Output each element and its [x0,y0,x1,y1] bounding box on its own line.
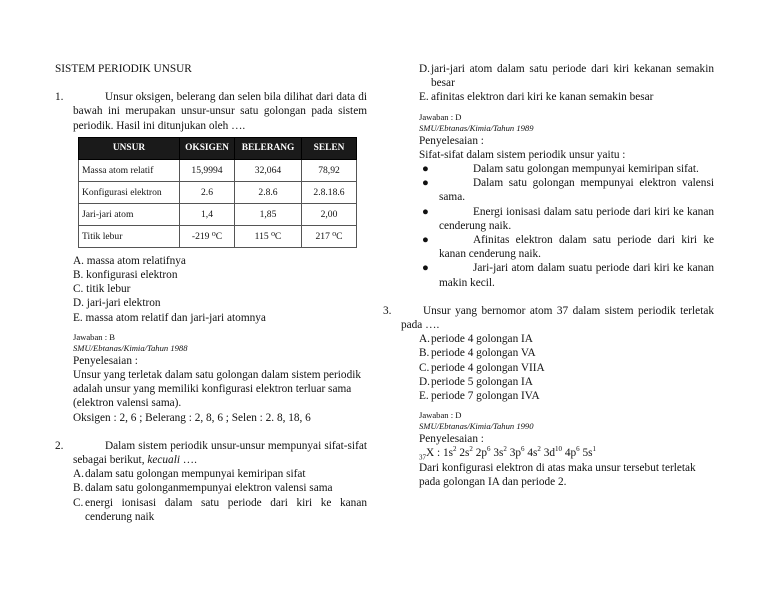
orbital-electrons: 6 [576,445,580,454]
answer-key: Jawaban : D [419,111,462,122]
option-letter: E. [419,390,429,403]
source-note: SMU/Ebtanas/Kimia/Tahun 1990 [419,421,534,432]
option-text: periode 5 golongan IA [431,375,533,388]
option-d: D. jari-jari elektron [73,297,161,310]
option-text: dalam satu golonganmempunyai elektron valensi sama [85,482,333,495]
orbital-term: 3p [509,447,521,460]
list-item-text: Jari-jari atom dalam suatu periode dari kiri ke kanan makin kecil. [439,262,714,289]
table-cell: Massa atom relatif [79,159,180,181]
table-cell: 2.8.6 [235,181,302,203]
option-b [419,346,714,360]
table-cell: 217 ⁰C [302,225,357,247]
option-a [419,332,714,346]
table-cell: 2.6 [180,181,235,203]
table-cell: 115 ⁰C [235,225,302,247]
table-cell: Jari-jari atom [79,203,180,225]
option-c [419,361,714,375]
list-item [419,205,714,233]
table-header: UNSUR [79,137,180,159]
right-column [383,62,714,489]
answer-options [419,332,714,403]
question-number: 2. [55,439,64,452]
solution-intro: Sifat-sifat dalam sistem periodik unsur yaitu : [419,148,626,161]
option-e: E. massa atom relatif dan jari-jari atomnya [73,311,266,324]
table-row [79,203,357,225]
option-c [73,496,367,524]
option-e [419,389,714,403]
option-e [419,90,714,104]
orbital-electrons: 1 [592,445,596,454]
question-2 [55,439,367,467]
list-item [419,261,714,289]
orbital-term: 4s [527,447,538,460]
answer-key: Jawaban : B [73,331,116,342]
question-number: 1. [55,91,64,104]
option-letter: C. [419,361,430,374]
electron-configuration [419,446,714,460]
bullet-icon: ● [422,163,429,176]
atomic-number: 37 [419,453,426,462]
solution-conclusion: Dari konfigurasi elektron di atas maka unsur tersebut terletak pada golongan IA dan periode 2. [419,461,696,488]
list-item [419,233,714,261]
option-text: periode 4 golongan IA [431,333,533,346]
solution-list [419,162,714,290]
option-text: energi ionisasi dalam satu periode dari kiri ke kanan cenderung naik [85,496,367,523]
option-letter: D. [419,63,430,75]
option-text: periode 4 golongan VIIA [431,361,545,374]
table-cell: 2,00 [302,203,357,225]
source-note: SMU/Ebtanas/Kimia/Tahun 1989 [419,122,534,133]
left-column [55,62,367,524]
answer-options-continued [419,62,714,105]
solution-label: Penyelesaian : [419,433,484,446]
option-text: afinitas elektron dari kiri ke kanan semakin besar [431,91,654,104]
option-letter: A. [419,333,430,346]
orbital-term: 2s [459,447,470,460]
answer-options [73,467,367,524]
orbital-list [443,447,596,459]
table-header: OKSIGEN [180,137,235,159]
option-letter: D. [419,375,430,388]
list-item [419,162,714,176]
question-emphasis: kecuali [147,454,180,467]
bullet-icon: ● [422,234,429,247]
table-row [79,225,357,247]
list-item-text: Dalam satu golongan mempunyai kemiripan sifat. [473,163,699,176]
solution-label: Penyelesaian : [419,134,484,147]
question-3 [383,304,714,332]
list-item-text: Afinitas elektron dalam satu periode dari kiri ke kanan cenderung naik. [439,234,714,261]
orbital-term: 2p [475,447,487,460]
table-cell: 78,92 [302,159,357,181]
answer-options [73,254,367,325]
question-text-end: …. [179,454,197,467]
table-row [79,159,357,181]
list-item-text: Energi ionisasi dalam satu periode dari kiri ke kanan cenderung naik. [439,205,714,232]
option-letter: B. [73,482,84,495]
orbital-term: 3s [493,447,504,460]
table-cell: 15,9994 [180,159,235,181]
bullet-icon: ● [422,262,429,275]
orbital-term: 1s [442,447,453,460]
solution-text: Unsur yang terletak dalam satu golongan dalam sistem periodik adalah unsur yang memiliki konfigurasi elektron terluar sama (elektron valensi sama). [73,369,361,410]
source-note: SMU/Ebtanas/Kimia/Tahun 1988 [73,342,188,353]
solution-label: Penyelesaian : [73,354,138,367]
page-title: SISTEM PERIODIK UNSUR [55,63,192,75]
option-c: C. titik lebur [73,283,131,296]
question-text: Unsur yang bernomor atom 37 dalam sistem periodik terletak pada …. [401,304,714,332]
list-item [419,176,714,204]
option-letter: B. [419,347,430,360]
option-a [73,467,367,481]
table-header-row [79,137,357,159]
option-text: periode 4 golongan VA [431,347,536,360]
table-cell: 32,064 [235,159,302,181]
table-cell: Konfigurasi elektron [79,181,180,203]
solution-detail: Oksigen : 2, 6 ; Belerang : 2, 8, 6 ; Selen : 2. 8, 18, 6 [73,411,311,424]
option-text: jari-jari atom dalam satu periode dari kiri kekanan semakin besar [431,63,714,90]
orbital-term: 3d [543,447,555,460]
option-b [73,481,367,495]
question-number: 3. [383,304,392,317]
table-cell: -219 ⁰C [180,225,235,247]
option-letter: C. [73,496,84,509]
option-letter: A. [73,468,84,481]
option-d [419,62,714,90]
option-text: dalam satu golongan mempunyai kemiripan sifat [85,468,306,481]
question-text: Unsur oksigen, belerang dan selen bila dilihat dari data di bawah ini merupakan unsur-unsur satu golongan pada sistem periodik. Hasil ini ditunjukan oleh …. [73,91,367,132]
table-header: BELERANG [235,137,302,159]
orbital-electrons: 2 [469,445,473,454]
orbital-electrons: 2 [537,445,541,454]
orbital-term: 4p [564,447,577,460]
question-1 [55,90,367,133]
answer-key: Jawaban : D [419,410,462,421]
data-table [78,137,357,248]
question-text: Dalam sistem periodik unsur-unsur mempunyai sifat-sifat sebagai berikut, [73,439,367,467]
element-symbol: X : [426,447,443,460]
orbital-term: 5s [582,447,593,460]
table-cell: Titik lebur [79,225,180,247]
table-header: SELEN [302,137,357,159]
option-d [419,375,714,389]
option-text: periode 7 golongan IVA [431,390,540,403]
orbital-electrons: 2 [503,445,507,454]
list-item-text: Dalam satu golongan mempunyai elektron valensi sama. [439,177,714,204]
table-cell: 1,85 [235,203,302,225]
option-b: B. konfigurasi elektron [73,269,178,282]
table-cell: 2.8.18.6 [302,181,357,203]
orbital-electrons: 6 [487,445,491,454]
bullet-icon: ● [422,205,429,218]
option-letter: E. [419,91,429,104]
orbital-electrons: 10 [555,445,562,454]
table-cell: 1,4 [180,203,235,225]
bullet-icon: ● [422,177,429,190]
table-row [79,181,357,203]
option-a: A. massa atom relatifnya [73,254,186,267]
orbital-electrons: 6 [521,445,525,454]
orbital-electrons: 2 [453,445,457,454]
